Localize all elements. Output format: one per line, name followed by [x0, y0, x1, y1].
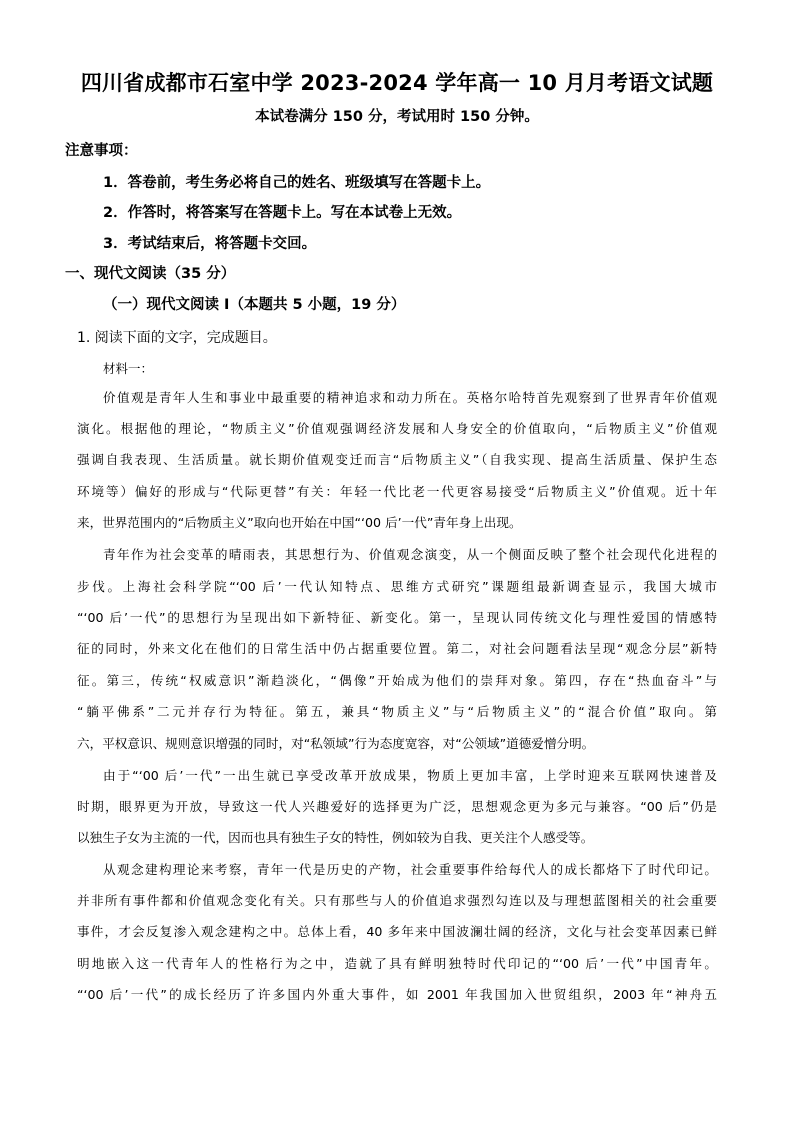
passage-line: 青年作为社会变革的晴雨表，其思想行为、价值观念演变，从一个侧面反映了整个社会现代化进程的: [103, 547, 717, 562]
passage-line: 六，平权意识、规则意识增强的同时，对“私领域”行为态度宽容，对“公领域”道德爱憎分明。: [77, 736, 595, 751]
passage-line: 并非所有事件都和价值观念变化有关。只有那些与人的价值追求强烈勾连以及与理想蓝图相关的社会重要: [77, 893, 717, 908]
question-prompt: 1. 阅读下面的文字，完成题目。: [77, 330, 277, 346]
sub-section-heading: （一）现代文阅读 I（本题共 5 小题，19 分）: [103, 297, 406, 313]
notice-heading: 注意事项：: [65, 143, 138, 159]
passage-line: 时期，眼界更为开放，导致这一代人兴趣爱好的选择更为广泛，思想观念更为多元与兼容。“00 后”仍是: [77, 799, 717, 814]
passage-line: 征。第三，传统“权威意识”渐趋淡化，“偶像”开始成为他们的崇拜对象。第四，存在“热血奋斗”与: [77, 673, 717, 688]
passage-line: “‘00 后’一代”的思想行为呈现出如下新特征、新变化。第一，呈现认同传统文化与理性爱国的情感特: [77, 610, 717, 625]
passage-line: 价值观是青年人生和事业中最重要的精神追求和动力所在。英格尔哈特首先观察到了世界青年价值观: [103, 390, 717, 405]
notice-item-1: 1．答卷前，考生务必将自己的姓名、班级填写在答题卡上。: [103, 175, 491, 191]
passage-line: 环境等）偏好的形成与“代际更替”有关：年轻一代比老一代更容易接受“后物质主义”价值观。近十年: [77, 484, 717, 499]
material-label: 材料一：: [103, 361, 154, 376]
passage-line: 以独生子女为主流的一代，因而也具有独生子女的特性，例如较为自我、更关注个人感受等。: [77, 830, 594, 845]
exam-title: 四川省成都市石室中学 2023-2024 学年高一 10 月月考语文试题: [80, 71, 714, 95]
passage-line: “‘00 后’一代”的成长经历了许多国内外重大事件，如 2001 年我国加入世贸组织，2003 年“神舟五: [77, 987, 717, 1002]
passage-line: 演化。根据他的理论，“物质主义”价值观强调经济发展和人身安全的价值取向，“后物质主义”价值观: [77, 421, 717, 436]
passage-line: 征的同时，外来文化在他们的日常生活中仍占据重要位置。第二，对社会问题看法呈现“观念分层”新特: [77, 641, 717, 656]
passage-line: 强调自我表现、生活质量。就长期价值观变迁而言“后物质主义”（自我实现、提高生活质量、保护生态: [77, 452, 717, 467]
passage-line: 步伐。上海社会科学院“‘00 后’一代认知特点、思维方式研究”课题组最新调查显示，我国大城市: [77, 579, 717, 594]
passage-line: 从观念建构理论来考察，青年一代是历史的产物，社会重要事件给每代人的成长都烙下了时代印记。: [103, 862, 717, 877]
passage-line: “躺平佛系”二元并存行为特征。第五，兼具“物质主义”与“后物质主义”的“混合价值”取向。第: [77, 704, 717, 719]
passage-line: 由于“‘00 后’一代”一出生就已享受改革开放成果，物质上更加丰富，上学时迎来互联网快速普及: [103, 768, 717, 783]
exam-subtitle: 本试卷满分 150 分，考试用时 150 分钟。: [255, 109, 539, 125]
passage-line: 事件，才会反复渗入观念建构之中。总体上看，40 多年来中国波澜壮阔的经济，文化与社会变革因素已鲜: [77, 924, 717, 939]
passage-line: 来，世界范围内的“后物质主义”取向也开始在中国“‘00 后’一代”青年身上出现。: [77, 515, 522, 530]
notice-item-3: 3．考试结束后，将答题卡交回。: [103, 236, 317, 252]
notice-item-2: 2．作答时，将答案写在答题卡上。写在本试卷上无效。: [103, 205, 462, 221]
section-heading: 一、现代文阅读（35 分）: [65, 266, 236, 282]
passage-line: 明地嵌入这一代青年人的性格行为之中，造就了具有鲜明独特时代印记的“‘00 后’一代”中国青年。: [77, 956, 717, 971]
